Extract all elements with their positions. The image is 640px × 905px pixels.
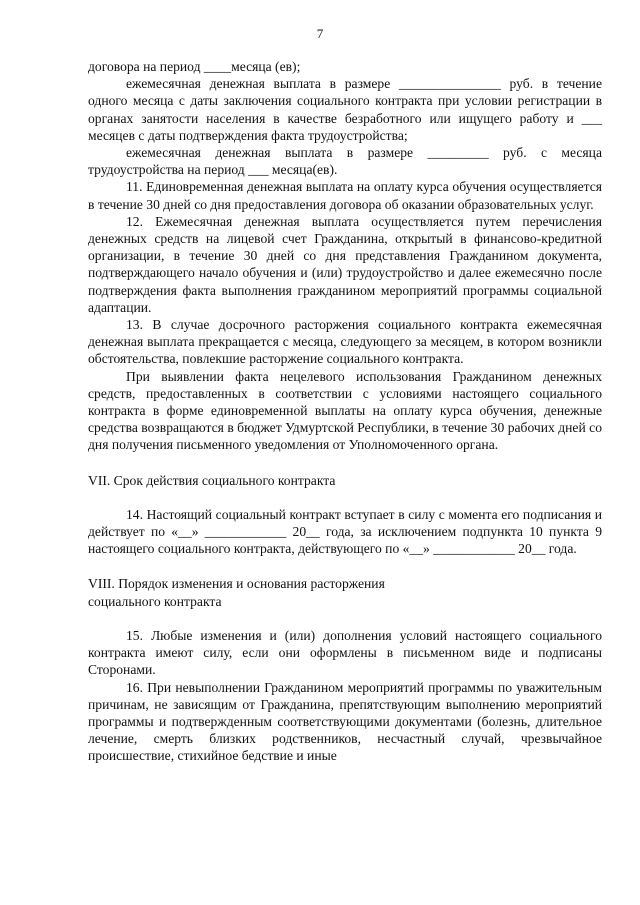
paragraph-misuse: При выявлении факта нецелевого использования Гражданином денежных средств, предоставленных в соответствии с условиями настоящего социального контракта в форме единовременной выплаты на оплату курса обучения, денежные средства возвращаются в бюджет Удмуртской Республики, в течение 30 рабочих дней со дня получения письменного уведомления от Уполномоченного органа. <box>88 368 602 453</box>
paragraph-14: 14. Настоящий социальный контракт вступает в силу с момента его подписания и действует по «__» ____________ 20__ года, за исключением подпункта 10 пункта 9 настоящего социального контракта, действующего по «__» ____________ 20__ года. <box>88 506 602 557</box>
paragraph-monthly-payment-1: ежемесячная денежная выплата в размере _______________ руб. в течение одного месяца с даты заключения социального контракта при условии регистрации в органах занятости населения в качестве безработного или ищущего работу и ___ месяцев с даты подтверждения факта трудоустройства; <box>88 76 602 143</box>
section-7-heading: VII. Срок действия социального контракта <box>88 472 336 488</box>
page-number: 7 <box>316 26 324 41</box>
paragraph-11: 11. Единовременная денежная выплата на оплату курса обучения осуществляется в течение 30 дней со дня предоставления договора об оказании образовательных услуг. <box>88 179 602 212</box>
paragraph-15: 15. Любые изменения и (или) дополнения условий настоящего социального контракта имеют силу, если они оформлены в письменном виде и подписаны Сторонами. <box>88 627 602 678</box>
paragraph-monthly-payment-2: ежемесячная денежная выплата в размере _________ руб. с месяца трудоустройства на период ___ месяца(ев). <box>88 145 602 178</box>
section-8-heading-line-2: социального контракта <box>88 593 222 609</box>
paragraph-12: 12. Ежемесячная денежная выплата осуществляется путем перечисления денежных средств на лицевой счет Гражданина, открытый в финансово-кредитной организации, в течение 30 дней со дня представления Гражданином документа, подтверждающего начало обучения и (или) трудоустройство и далее ежемесячно после подтверждения факта выполнения гражданином мероприятий программы социальной адаптации. <box>88 213 602 315</box>
paragraph-13: 13. В случае досрочного расторжения социального контракта ежемесячная денежная выплата прекращается с месяца, следующего за месяцем, в котором возникли обстоятельства, повлекшие расторжение социального контракта. <box>88 317 602 367</box>
document-body <box>88 58 602 765</box>
paragraph-contract-period: договора на период ____месяца (ев); <box>88 59 301 74</box>
paragraph-16: 16. При невыполнении Гражданином мероприятий программы по уважительным причинам, не зависящим от Гражданина, препятствующим выполнению мероприятий программы и подтвержденным соответствующими документами (болезнь, длительное лечение, смерть близких родственников, несчастный случай, чрезвычайное происшествие, стихийное бедствие и иные <box>88 679 602 764</box>
section-8-heading-line-1: VIII. Порядок изменения и основания расторжения <box>88 576 385 592</box>
